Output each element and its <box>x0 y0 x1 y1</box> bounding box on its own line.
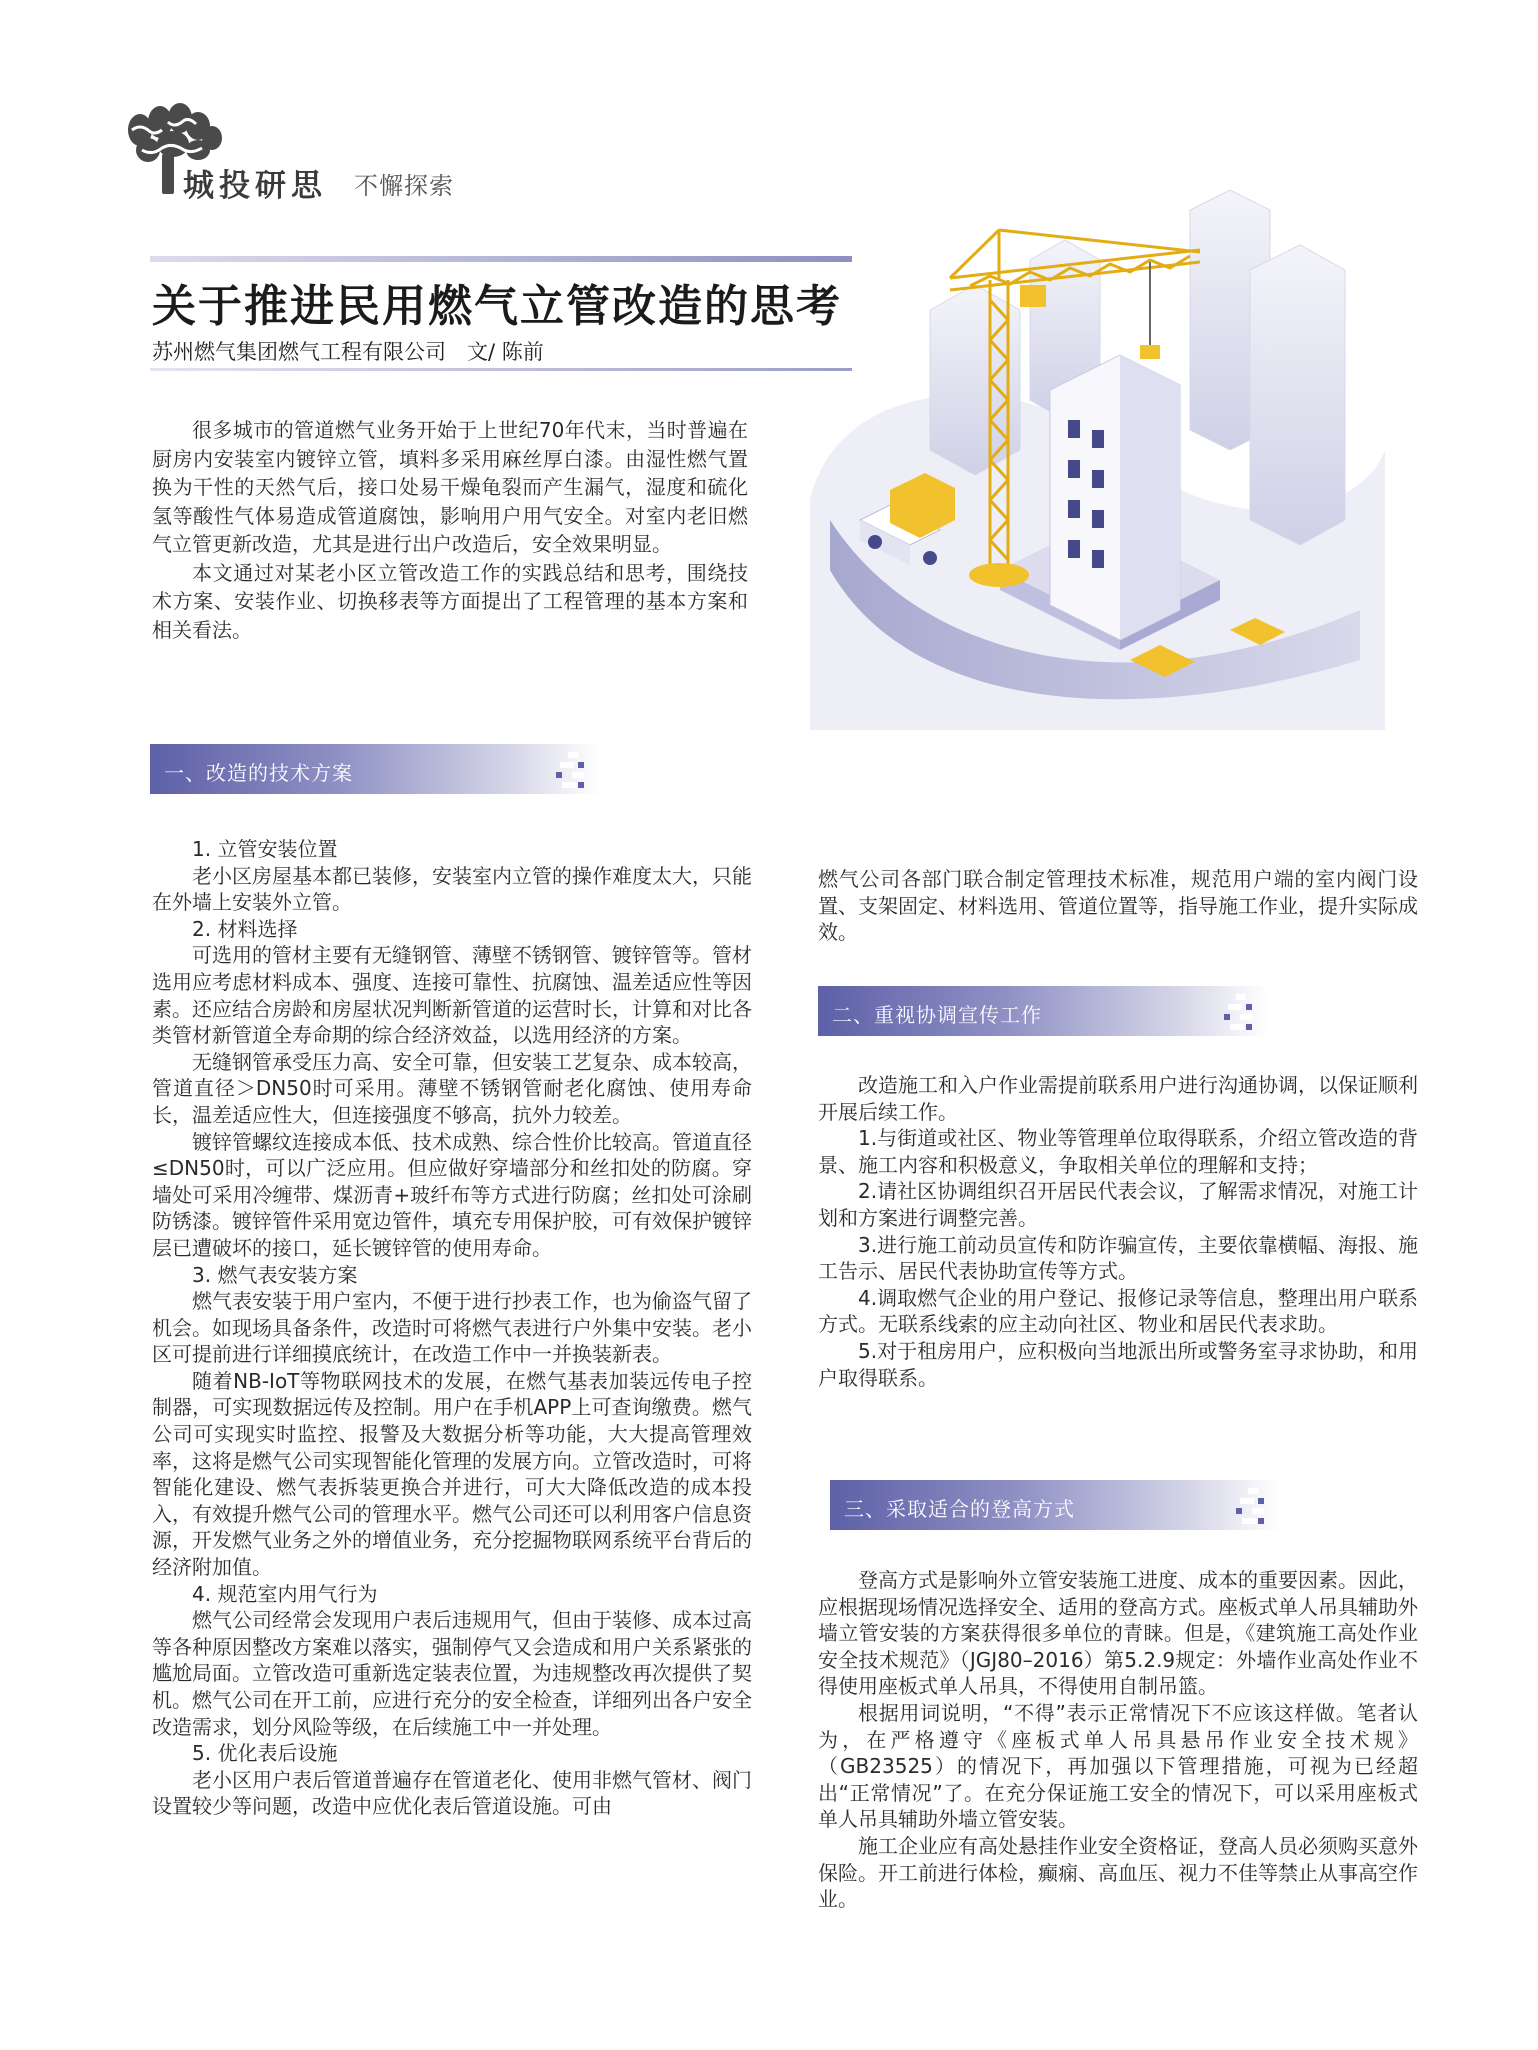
paragraph: 登高方式是影响外立管安装施工进度、成本的重要因素。因此，应根据现场情况选择安全、适用的登高方式。座板式单人吊具辅助外墙立管安装的方案获得很多单位的青睐。但是，《建筑施工高处作业安全技术规范》（JGJ80–2016）第5.2.9规定：外墙作业高处作业不得使用座板式单人吊具，不得使用自制吊篮。 <box>818 1568 1418 1699</box>
subheading: 1. 立管安装位置 <box>192 837 338 861</box>
paragraph: 燃气公司经常会发现用户表后违规用气，但由于装修、成本过高等各种原因整改方案难以落实，强制停气又会造成和用户关系紧张的尴尬局面。立管改造可重新选定装表位置，为违规整改再次提供了契机。燃气公司在开工前，应进行充分的安全检查，详细列出各户安全改造需求，划分风险等级，在后续施工中一并处理。 <box>152 1608 752 1739</box>
section-heading-2 <box>818 986 1268 1036</box>
paragraph: 改造施工和入户作业需提前联系用户进行沟通协调，以保证顺利开展后续工作。 <box>818 1073 1418 1124</box>
paragraph: 很多城市的管道燃气业务开始于上世纪70年代末，当时普遍在厨房内安装室内镀锌立管，填料多采用麻丝厚白漆。由湿性燃气置换为干性的天然气后，接口处易干燥龟裂而产生漏气，湿度和硫化氢等酸性气体易造成管道腐蚀，影响用户用气安全。对室内老旧燃气立管更新改造，尤其是进行出户改造后，安全效果明显。 <box>152 418 748 556</box>
right-column-continuation <box>818 866 1418 946</box>
intro-text <box>152 416 748 644</box>
brand-slogan: 不懈探索 <box>354 172 454 200</box>
paragraph: 老小区房屋基本都已装修，安装室内立管的操作难度太大，只能在外墙上安装外立管。 <box>152 863 752 915</box>
paragraph: 1.与街道或社区、物业等管理单位取得联系，介绍立管改造的背景、施工内容和积极意义，争取相关单位的理解和支持； <box>818 1126 1418 1177</box>
section-heading-1 <box>150 744 600 794</box>
left-column-text <box>152 836 752 1820</box>
paragraph: 老小区用户表后管道普遍存在管道老化、使用非燃气管材、阀门设置较少等问题，改造中应优化表后管道设施。可由 <box>152 1767 752 1819</box>
paragraph: 4.调取燃气企业的用户登记、报修记录等信息，整理出用户联系方式。无联系线索的应主动向社区、物业和居民代表求助。 <box>818 1285 1418 1337</box>
paragraph: 根据用词说明，“不得”表示正常情况下不应该这样做。笔者认为，在严格遵守《座板式单人吊具悬吊作业安全技术规》（GB23525）的情况下，再加强以下管理措施，可视为已经超出“正常情况”了。在充分保证施工安全的情况下，可以采用座板式单人吊具辅助外墙立管安装。 <box>818 1700 1418 1832</box>
section-heading-3 <box>830 1480 1280 1530</box>
section-heading-label: 二、重视协调宣传工作 <box>832 1003 1042 1027</box>
section-heading-label: 三、采取适合的登高方式 <box>844 1497 1075 1521</box>
section-3-text <box>818 1567 1418 1913</box>
construction-illustration <box>800 190 1390 730</box>
section-heading-label: 一、改造的技术方案 <box>164 761 353 785</box>
subheading: 2. 材料选择 <box>192 916 298 941</box>
brand-name: 城投研思 <box>183 168 327 204</box>
paragraph: 燃气公司各部门联合制定管理技术标准，规范用户端的室内阀门设置、支架固定、材料选用、管道位置等，指导施工作业，提升实际成效。 <box>818 867 1418 945</box>
article-byline: 苏州燃气集团燃气工程有限公司 文/ 陈前 <box>152 340 544 364</box>
paragraph: 可选用的管材主要有无缝钢管、薄壁不锈钢管、镀锌管等。管材选用应考虑材料成本、强度、连接可靠性、抗腐蚀、温差适应性等因素。还应结合房龄和房屋状况判断新管道的运营时长，计算和对比各类管材新管道全寿命期的综合经济效益，以选用经济的方案。 <box>152 943 752 1048</box>
title-bottom-rule <box>150 368 852 371</box>
article-title: 关于推进民用燃气立管改造的思考 <box>152 281 842 332</box>
paragraph: 3.进行施工前动员宣传和防诈骗宣传，主要依靠横幅、海报、施工告示、居民代表协助宣传等方式。 <box>818 1232 1418 1284</box>
paragraph: 无缝钢管承受压力高、安全可靠，但安装工艺复杂、成本较高，管道直径＞DN50时可采用。薄壁不锈钢管耐老化腐蚀、使用寿命长，温差适应性大，但连接强度不够高，抗外力较差。 <box>152 1049 752 1127</box>
section-2-text <box>818 1072 1418 1391</box>
section-deco-icon <box>1232 1486 1272 1530</box>
section-deco-icon <box>552 750 592 794</box>
paragraph: 本文通过对某老小区立管改造工作的实践总结和思考，围绕技术方案、安装作业、切换移表等方面提出了工程管理的基本方案和相关看法。 <box>152 560 748 642</box>
subheading: 3. 燃气表安装方案 <box>192 1262 358 1287</box>
title-top-rule <box>150 256 852 262</box>
paragraph: 施工企业应有高处悬挂作业安全资格证，登高人员必须购买意外保险。开工前进行体检，癫痫、高血压、视力不佳等禁止从事高空作业。 <box>818 1833 1418 1912</box>
section-deco-icon <box>1220 992 1260 1036</box>
subheading: 4. 规范室内用气行为 <box>192 1581 378 1606</box>
paragraph: 5.对于租房用户，应积极向当地派出所或警务室寻求协助，和用户取得联系。 <box>818 1338 1418 1390</box>
subheading: 5. 优化表后设施 <box>192 1741 338 1766</box>
paragraph: 镀锌管螺纹连接成本低、技术成熟、综合性价比较高。管道直径≤DN50时，可以广泛应用。但应做好穿墙部分和丝扣处的防腐。穿墙处可采用冷缠带、煤沥青+玻纤布等方式进行防腐；丝扣处可涂刷防锈漆。镀锌管件采用宽边管件，填充专用保护胶，可有效保护镀锌层已遭破坏的接口，延长镀锌管的使用寿命。 <box>152 1129 752 1260</box>
paragraph: 随着NB-IoT等物联网技术的发展，在燃气基表加装远传电子控制器，可实现数据远传及控制。用户在手机APP上可查询缴费。燃气公司可实现实时监控、报警及大数据分析等功能，大大提高管理效率，这将是燃气公司实现智能化管理的发展方向。立管改造时，可将智能化建设、燃气表拆装更换合并进行，可大大降低改造的成本投入，有效提升燃气公司的管理水平。燃气公司还可以利用客户信息资源，开发燃气业务之外的增值业务，充分挖掘物联网系统平台背后的经济附加值。 <box>152 1368 752 1580</box>
paragraph: 2.请社区协调组织召开居民代表会议，了解需求情况，对施工计划和方案进行调整完善。 <box>818 1179 1418 1230</box>
paragraph: 燃气表安装于用户室内，不便于进行抄表工作，也为偷盗气留了机会。如现场具备条件，改造时可将燃气表进行户外集中安装。老小区可提前进行详细摸底统计，在改造工作中一并换装新表。 <box>152 1289 752 1367</box>
